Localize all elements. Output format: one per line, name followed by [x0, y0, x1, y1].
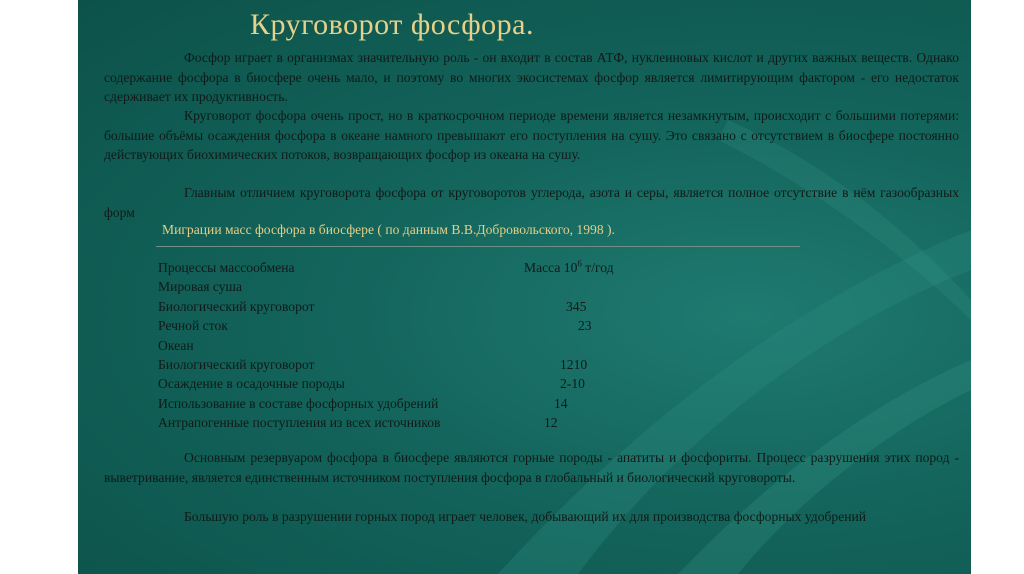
slide — [78, 0, 971, 574]
row-label: Биологический круговорот — [158, 356, 315, 372]
row-label: Антрапогенные поступления из всех источников — [158, 415, 441, 431]
row-value: 12 — [544, 415, 558, 431]
paragraph-reservoir: Основным резервуаром фосфора в биосфере являются горные породы - апатиты и фосфориты. Процесс разрушения этих пород - выветривание, является единственным источником поступления фосфора в глобальный и биологический круговороты. — [104, 450, 959, 485]
paragraph-cycle: Круговорот фосфора очень прост, но в краткосрочном периоде времени является незамкнутым, происходит с большими потерями: большие объёмы осаждения фосфора в океане намного превышают его поступления на сушу. Это связано с отсутствием в биосфере постоянно действующих биохимических потоков, возвращающих фосфор из океана на сушу. — [104, 108, 959, 162]
header-mass-suffix: т/год — [581, 260, 614, 275]
table-row — [158, 394, 718, 413]
table-row — [158, 297, 718, 316]
table-caption: Миграции масс фосфора в биосфере ( по данным В.В.Добровольского, 1998 ). — [162, 222, 615, 237]
row-label: Биологический круговорот — [158, 298, 315, 314]
paragraph-intro: Фосфор играет в организмах значительную роль - он входит в состав АТФ, нуклеиновых кислот и других важных веществ. Однако содержание фосфора в биосфере очень мало, и поэтому во многих экосистемах фосфор является лимитирующим фактором - его недостаток сдерживает их продуктивность. — [104, 50, 959, 104]
mass-exchange-table — [158, 258, 718, 433]
row-label: Использование в составе фосфорных удобрений — [158, 395, 439, 411]
paragraph-difference: Главным отличием круговорота фосфора от круговоротов углерода, азота и серы, является полное отсутствие в нём газообразных форм — [104, 185, 959, 220]
caption-divider — [156, 246, 800, 247]
row-value: 2-10 — [560, 376, 585, 392]
table-row — [158, 316, 718, 335]
header-mass — [524, 258, 614, 277]
table-header-row — [158, 258, 718, 277]
row-label: Мировая суша — [158, 279, 243, 295]
header-mass-prefix: Масса 10 — [524, 260, 578, 275]
table-row — [158, 277, 718, 296]
table-row — [158, 413, 718, 432]
slide-title: Круговорот фосфора. — [250, 8, 534, 41]
row-label: Океан — [158, 337, 194, 353]
table-row — [158, 374, 718, 393]
row-value: 1210 — [560, 356, 588, 372]
table-row — [158, 355, 718, 374]
paragraph-human-role: Большую роль в разрушении горных пород играет человек, добывающий их для производства фосфорных удобрений — [184, 509, 867, 524]
header-mass-exponent: 6 — [577, 258, 582, 269]
header-process: Процессы массообмена — [158, 260, 295, 275]
row-value: 23 — [578, 318, 592, 334]
row-value: 345 — [566, 298, 587, 314]
row-value: 14 — [554, 395, 568, 411]
table-row — [158, 336, 718, 355]
row-label: Осаждение в осадочные породы — [158, 376, 345, 392]
row-label: Речной сток — [158, 318, 228, 334]
